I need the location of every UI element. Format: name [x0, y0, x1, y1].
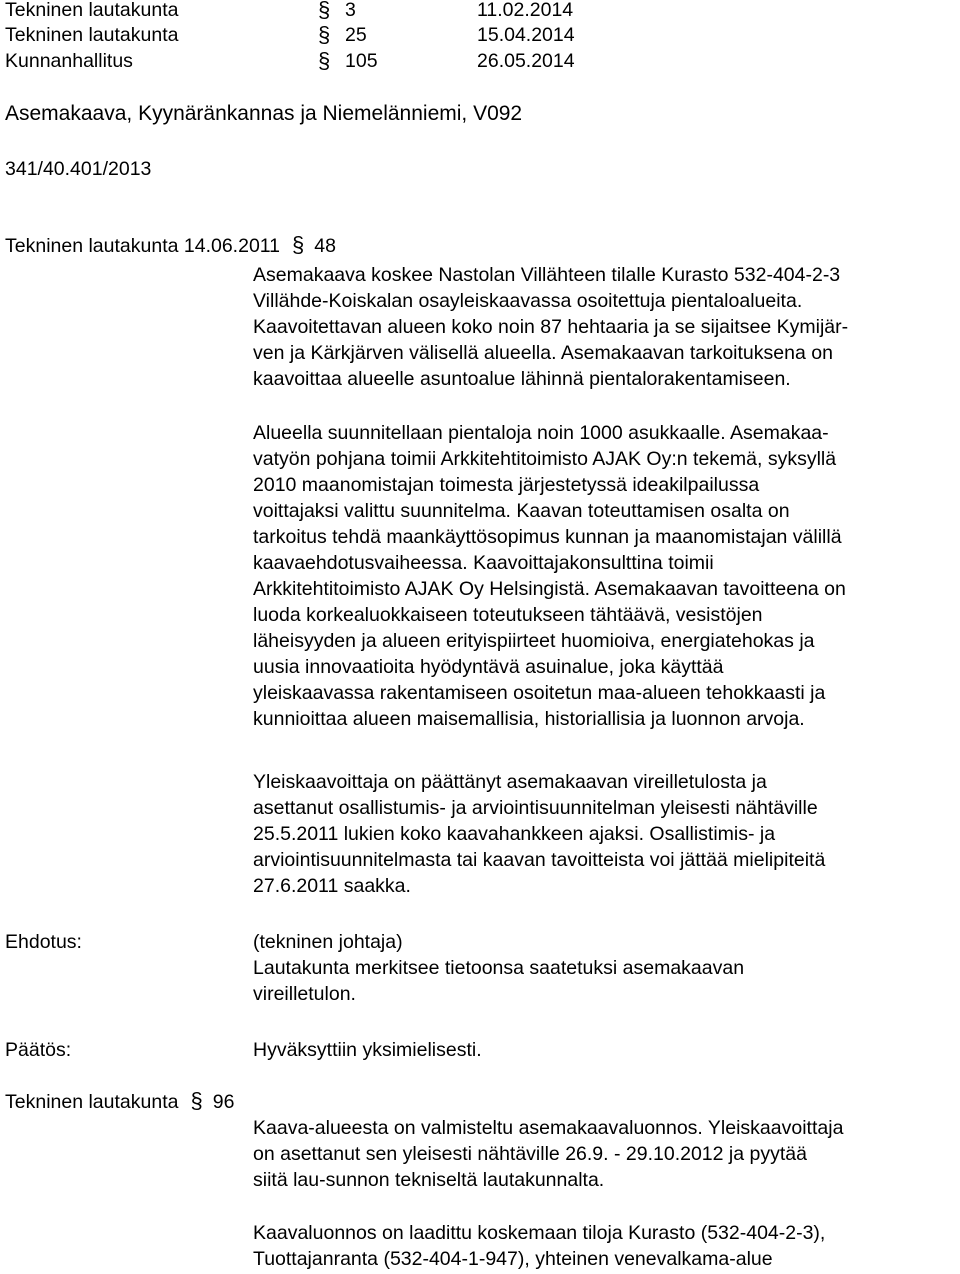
- text-line: on asettanut sen yleisesti nähtäville 26.9. - 29.10.2012 ja pyytää: [253, 1143, 807, 1165]
- header-body-1: Tekninen lautakunta: [5, 0, 179, 21]
- meeting1-body-date: Tekninen lautakunta 14.06.2011: [5, 235, 281, 257]
- text-line: Arkkitehtitoimisto AJAK Oy Helsingistä. Asemakaavan tavoitteena on: [253, 578, 846, 600]
- header-number-1: 3: [345, 0, 356, 21]
- meeting1-section-sign: §: [292, 232, 305, 257]
- text-line: Alueella suunnitellaan pientaloja noin 1000 asukkaalle. Asemakaa-: [253, 422, 829, 444]
- meeting2-paragraph-1: [253, 1115, 958, 1193]
- text-line: Kaavaluonnos on laadittu koskemaan tiloja Kurasto (532-404-2-3),: [253, 1222, 826, 1244]
- header-body-3: Kunnanhallitus: [5, 50, 133, 72]
- text-line: Lautakunta merkitsee tietoonsa saatetuksi asemakaavan: [253, 957, 745, 979]
- text-line: läheisyyden ja alueen erityispiirteet huomioiva, energiatehokas ja: [253, 630, 815, 652]
- section-sign-1: §: [318, 0, 331, 22]
- record-number: 341/40.401/2013: [5, 158, 152, 180]
- document-title: Asemakaava, Kyynäränkannas ja Niemelänniemi, V092: [5, 102, 523, 125]
- text-line: Tuottajanranta (532-404-1-947), yhteinen venevalkama-alue: [253, 1248, 773, 1270]
- section-sign-2: §: [318, 22, 331, 47]
- text-line: vireilletulon.: [253, 983, 356, 1005]
- text-line: 2010 maanomistajan toimesta järjestetyssä ideakilpailussa: [253, 474, 760, 496]
- text-line: siitä lau-sunnon tekniseltä lautakunnalta.: [253, 1169, 605, 1191]
- text-line: 25.5.2011 lukien koko kaavahankkeen ajaksi. Osallistimis- ja: [253, 823, 776, 845]
- header-number-2: 25: [345, 24, 367, 46]
- header-body-2: Tekninen lautakunta: [5, 24, 179, 46]
- text-line: Kaava-alueesta on valmisteltu asemakaavaluonnos. Yleiskaavoittaja: [253, 1117, 844, 1139]
- text-line: kaavoittaa alueelle asuntoalue lähinnä pientalorakentamiseen.: [253, 368, 791, 390]
- header-date-1: 11.02.2014: [477, 0, 574, 21]
- text-line: kaavaehdotusvaiheessa. Kaavoittajakonsulttina toimii: [253, 552, 714, 574]
- meeting2-number: 96: [212, 1091, 235, 1113]
- meeting2-heading: [5, 1088, 234, 1115]
- meeting1-paragraph-1: [253, 262, 958, 392]
- text-line: Yleiskaavoittaja on päättänyt asemakaavan vireilletulosta ja: [253, 771, 767, 793]
- meeting1-paragraph-3: [253, 769, 958, 899]
- text-line: tarkoitus tehdä maankäyttösopimus kunnan ja maanomistajan välillä: [253, 526, 842, 548]
- header-date-2: 15.04.2014: [477, 24, 575, 46]
- text-line: Asemakaava koskee Nastolan Villähteen tilalle Kurasto 532-404-2-3: [253, 264, 841, 286]
- text-line: asettanut osallistumis- ja arviointisuunnitelman yleisesti nähtäville: [253, 797, 818, 819]
- decision-label: Päätös:: [5, 1039, 72, 1061]
- text-line: Kaavoitettavan alueen koko noin 87 hehtaaria ja se sijaitsee Kymijär-: [253, 316, 849, 338]
- text-line: uusia innovaatioita hyödyntävä asuinalue, joka käyttää: [253, 656, 724, 678]
- text-line: luoda korkealuokkaiseen toteutukseen tähtäävä, vesistöjen: [253, 604, 763, 626]
- meeting2-section-sign: §: [190, 1088, 203, 1113]
- text-line: yleiskaavassa rakentamiseen osoitetun maa-alueen tehokkaasti ja: [253, 682, 826, 704]
- text-line: 27.6.2011 saakka.: [253, 875, 411, 897]
- text-line: voittajaksi valittu suunnitelma. Kaavan toteuttamisen osalta on: [253, 500, 790, 522]
- text-line: Hyväksyttiin yksimielisesti.: [253, 1039, 482, 1061]
- section-sign-3: §: [318, 48, 331, 73]
- proposal-text: [253, 929, 958, 1007]
- meeting1-heading: [5, 232, 336, 259]
- text-line: (tekninen johtaja): [253, 931, 403, 953]
- text-line: ven ja Kärkjärven välisellä alueella. Asemakaavan tarkoituksena on: [253, 342, 833, 364]
- text-line: kunnioittaa alueen maisemallisia, historiallisia ja luonnon arvoja.: [253, 708, 805, 730]
- text-line: arviointisuunnitelmasta tai kaavan tavoitteista voi jättää mielipiteitä: [253, 849, 826, 871]
- meeting2-body: Tekninen lautakunta: [5, 1091, 179, 1113]
- text-line: Villähde-Koiskalan osayleiskaavassa osoitettuja pientaloalueita.: [253, 290, 803, 312]
- decision-text: [253, 1037, 958, 1063]
- meeting2-paragraph-2: [253, 1220, 958, 1272]
- meeting1-paragraph-2: [253, 420, 958, 732]
- header-date-3: 26.05.2014: [477, 50, 575, 72]
- meeting1-number: 48: [314, 235, 336, 257]
- text-line: vatyön pohjana toimii Arkkitehtitoimisto AJAK Oy:n tekemä, syksyllä: [253, 448, 837, 470]
- proposal-label: Ehdotus:: [5, 931, 82, 953]
- header-number-3: 105: [345, 50, 378, 72]
